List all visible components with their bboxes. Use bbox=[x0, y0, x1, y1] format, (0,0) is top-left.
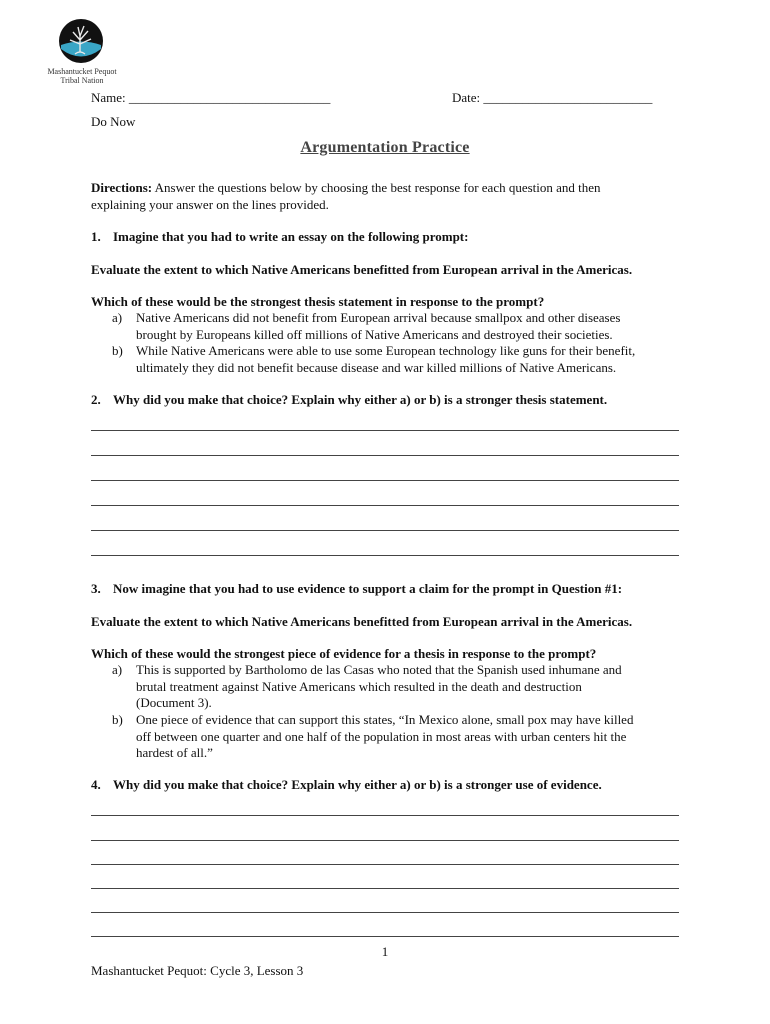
option-text bbox=[136, 343, 686, 376]
question-4 bbox=[91, 777, 602, 793]
logo-caption-line1: Mashantucket Pequot bbox=[47, 67, 117, 76]
logo-caption bbox=[34, 67, 130, 85]
option-text-line: (Document 3). bbox=[136, 695, 212, 710]
answer-line[interactable] bbox=[91, 864, 679, 865]
do-now-label: Do Now bbox=[91, 114, 136, 129]
option-label: a) bbox=[112, 662, 123, 677]
option-text bbox=[136, 310, 686, 343]
answer-line[interactable] bbox=[91, 912, 679, 913]
question-3-number: 3. bbox=[91, 581, 101, 596]
question-3-question: Which of these would the strongest piece of evidence for a thesis in response to the prompt? bbox=[91, 646, 597, 661]
question-3-text: Now imagine that you had to use evidence to support a claim for the prompt in Question #1: bbox=[113, 581, 623, 596]
question-2 bbox=[91, 392, 607, 408]
option-label: b) bbox=[112, 343, 123, 358]
page-number: 1 bbox=[381, 944, 389, 959]
option-label: b) bbox=[112, 712, 123, 727]
tribal-nation-logo bbox=[58, 18, 104, 64]
answer-line[interactable] bbox=[91, 888, 679, 889]
answer-line[interactable] bbox=[91, 430, 679, 431]
option-text-line: hardest of all.” bbox=[136, 745, 213, 760]
question-1-text: Imagine that you had to write an essay on the following prompt: bbox=[113, 229, 469, 244]
answer-line[interactable] bbox=[91, 530, 679, 531]
option-text-line: While Native Americans were able to use some European technology like guns for their benefit, bbox=[136, 343, 636, 358]
option-text-line: Native Americans did not benefit from European arrival because smallpox and other diseases bbox=[136, 310, 621, 325]
directions bbox=[91, 180, 671, 213]
answer-line[interactable] bbox=[91, 555, 679, 556]
question-1-number: 1. bbox=[91, 229, 101, 244]
answer-line[interactable] bbox=[91, 840, 679, 841]
answer-line[interactable] bbox=[91, 936, 679, 937]
page-title: Argumentation Practice bbox=[300, 139, 470, 156]
question-4-number: 4. bbox=[91, 777, 101, 792]
answer-line[interactable] bbox=[91, 455, 679, 456]
question-3-prompt: Evaluate the extent to which Native Americans benefitted from European arrival in the Americas. bbox=[91, 614, 633, 629]
question-1-question: Which of these would be the strongest thesis statement in response to the prompt? bbox=[91, 294, 545, 309]
option-text-line: off between one quarter and one half of the population in most areas with urban centers hit the bbox=[136, 728, 627, 744]
answer-line[interactable] bbox=[91, 505, 679, 506]
option-text-line: One piece of evidence that can support this states, “In Mexico alone, small pox may have killed bbox=[136, 712, 634, 727]
date-field[interactable]: Date: __________________________ bbox=[452, 90, 653, 105]
question-4-text: Why did you make that choice? Explain why either a) or b) is a stronger use of evidence. bbox=[113, 777, 602, 792]
option-text-line: This is supported by Bartholomo de las Casas who noted that the Spanish used inhumane and bbox=[136, 662, 622, 677]
option-label: a) bbox=[112, 310, 123, 325]
option-text-line: brutal treatment against Native Americans which resulted in the death and destruction bbox=[136, 678, 582, 694]
footer-text: Mashantucket Pequot: Cycle 3, Lesson 3 bbox=[91, 963, 304, 978]
answer-line[interactable] bbox=[91, 480, 679, 481]
option-text-line: ultimately they did not benefit because disease and war killed millions of Native Americans. bbox=[136, 359, 617, 375]
option-text-line: brought by Europeans killed off millions of Native Americans and destroyed their societies. bbox=[136, 326, 613, 342]
question-3 bbox=[91, 581, 622, 597]
question-2-text: Why did you make that choice? Explain why either a) or b) is a stronger thesis statement. bbox=[113, 392, 608, 407]
directions-label: Directions: bbox=[91, 180, 153, 195]
logo-caption-line2: Tribal Nation bbox=[60, 76, 104, 85]
question-2-number: 2. bbox=[91, 392, 101, 407]
directions-text: Answer the questions below by choosing the best response for each question and then bbox=[152, 180, 601, 195]
question-1 bbox=[91, 229, 468, 245]
question-1-prompt: Evaluate the extent to which Native Americans benefitted from European arrival in the Americas. bbox=[91, 262, 633, 277]
directions-text-line2: explaining your answer on the lines provided. bbox=[91, 196, 329, 212]
option-text bbox=[136, 712, 686, 762]
name-field[interactable]: Name: _______________________________ bbox=[91, 90, 331, 105]
answer-line[interactable] bbox=[91, 815, 679, 816]
option-text bbox=[136, 662, 686, 712]
